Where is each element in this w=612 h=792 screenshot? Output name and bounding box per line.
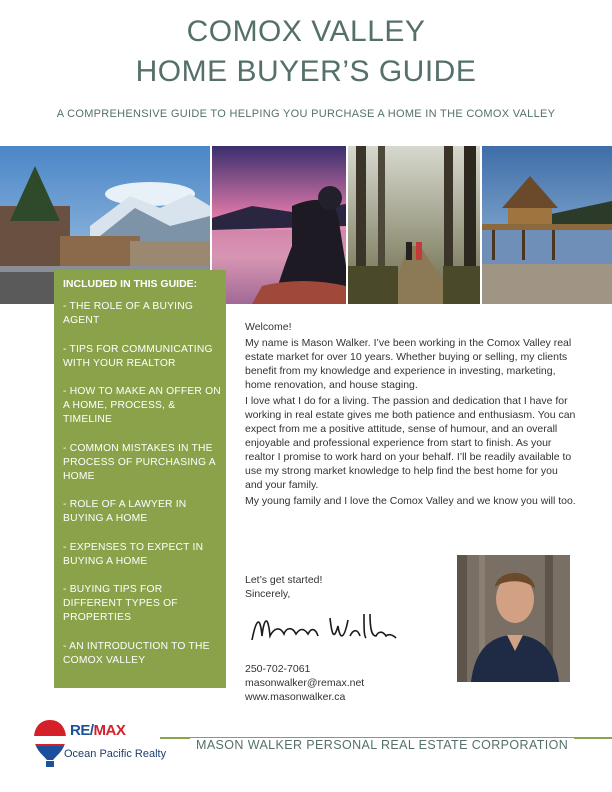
handwritten-signature: [246, 606, 406, 655]
photo-forest-trail: [348, 146, 480, 304]
guide-subtitle: A COMPREHENSIVE GUIDE TO HELPING YOU PURCHASE A HOME IN THE COMOX VALLEY: [56, 108, 556, 120]
remax-wordmark-max: MAX: [93, 722, 126, 739]
email-link[interactable]: masonwalker@remax.net: [245, 677, 365, 689]
letter-paragraph: I love what I do for a living. The passion and dedication that I have for working in real estate gives me both patience and enthusiasm. You can expect from me a positive attitude, sense of humour, and an overall enjoyable and professional experience from start to finish. As your realtor I promise to work hard on your behalf. I’ll be readily available to use my strong market knowledge to help find the best home for you and your family.: [245, 395, 576, 491]
photo-pavilion-pier: [482, 146, 612, 304]
remax-wordmark: [70, 722, 125, 739]
photo-sunset-kayak: [212, 146, 346, 304]
contents-item: - HOW TO MAKE AN OFFER ON A HOME, PROCESS, & TIMELINE: [63, 386, 221, 425]
guide-contents-panel: [54, 270, 226, 688]
website-link[interactable]: www.masonwalker.ca: [245, 691, 346, 703]
guide-title-line2: HOME BUYER’S GUIDE: [135, 55, 477, 88]
phone-number[interactable]: 250-702-7061: [245, 663, 311, 675]
contact-info: [245, 662, 364, 704]
contents-item: - TIPS FOR COMMUNICATING WITH YOUR REALTOR: [63, 343, 213, 369]
brokerage-name: Ocean Pacific Realty: [64, 748, 167, 760]
corporation-name: MASON WALKER PERSONAL REAL ESTATE CORPORATION: [190, 738, 574, 752]
agent-portrait: [457, 555, 570, 682]
welcome-letter: [245, 320, 577, 510]
remax-balloon-logo: [33, 718, 67, 775]
remax-wordmark-re: RE/: [70, 722, 94, 739]
contents-heading: INCLUDED IN THIS GUIDE:: [63, 278, 198, 290]
contents-item: - ROLE OF A LAWYER IN BUYING A HOME: [63, 499, 187, 524]
contents-item: - THE ROLE OF A BUYING AGENT: [63, 301, 194, 326]
letter-greeting: Welcome!: [245, 321, 292, 333]
letter-paragraph: My young family and I love the Comox Valley and we know you will too.: [245, 495, 576, 507]
contents-list: [63, 300, 223, 682]
contents-item: - AN INTRODUCTION TO THE COMOX VALLEY: [63, 640, 210, 666]
contents-item: - BUYING TIPS FOR DIFFERENT TYPES OF PROPERTIES: [63, 584, 178, 623]
closing-line: Let’s get started!: [245, 574, 323, 586]
letter-paragraph: My name is Mason Walker. I’ve been working in the Comox Valley real estate market for over 10 years. Whether buying or selling, my clients benefit from my knowledge and experience in investing, marketing, home renovation, and house staging.: [245, 337, 572, 391]
contents-item: - EXPENSES TO EXPECT IN BUYING A HOME: [63, 541, 204, 567]
closing-line: Sincerely,: [245, 588, 291, 600]
contents-item: - COMMON MISTAKES IN THE PROCESS OF PURCHASING A HOME: [63, 442, 216, 482]
guide-title-line1: COMOX VALLEY: [186, 15, 426, 48]
letter-signoff: [245, 573, 322, 601]
